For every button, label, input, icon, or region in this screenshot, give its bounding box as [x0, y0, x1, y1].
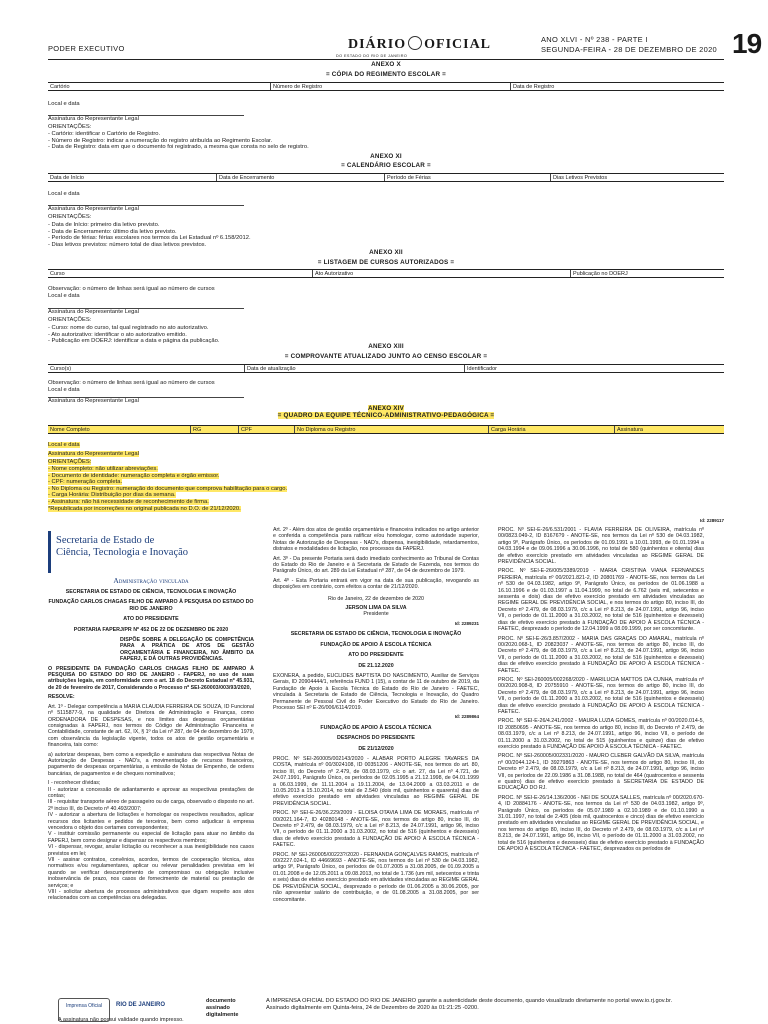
secretariat-name: Secretaria de Estado de Ciência, Tecnologia e Inovação [56, 535, 189, 558]
authenticity-notice: A IMPRENSA OFICIAL DO ESTADO DO RIO DE JANEIRO garante a autenticidade deste documento, quando visualizado diretamente no portal www.io.rj.gov.br. Assinado digitalmente em Quinta-feira, 24 de Dezembro de 2020 às 01:21:25 -0200. [266, 998, 673, 1012]
annex-xiii-obs: Observação: o número de linhas será igual ao número de cursos [48, 380, 215, 386]
annex-xiv-table: Nome Completo RG CPF No Diploma ou Registro Carga Horária Assinatura [48, 425, 724, 434]
republish-note: *Republicada por incorreções no original publicada no D.O. de 21/12/2020. [48, 506, 241, 512]
annex-xiii-subtitle: = COMPROVANTE ATUALIZADO JUNTO AO CENSO ESCOLAR = [284, 353, 488, 360]
annex-xi-subtitle: = CALENDÁRIO ESCOLAR = [341, 162, 431, 169]
section-label: PODER EXECUTIVO [48, 44, 125, 53]
page-number: 19 [732, 28, 762, 59]
annex-xiii-table: Curso(s) Data de atualização Identificador [48, 364, 724, 373]
header-divider [48, 59, 724, 60]
annex-x-subtitle: = CÓPIA DO REGIMENTO ESCOLAR = [325, 71, 447, 78]
column-1: Secretaria de Estado de Ciência, Tecnologia e Inovação Administração vinculada SECRETARIA DE ESTADO DE CIÊNCIA, TECNOLOGIA E INOVAÇÃO FUNDAÇÃO CARLOS CHAGAS FILHO DE AMPARO À PESQUISA DO ESTADO DO RIO DE JANEIRO ATO DO PRESIDENTE PORTARIA FAPERJ/PR Nº 452 DE 22 DE DEZEMBRO DE 2020 DISPÕE SOBRE A DELEGAÇÃO DE COMPETÊNCIA PARA A PRÁTICA DE ATOS DE GESTÃO ORÇAMENTÁRIA E FINANCEIRA, NO ÂMBITO DA FAPERJ, E DÁ OUTRAS PROVIDÊNCIAS. O PRESIDENTE DA FUNDAÇÃO CARLOS CHAGAS FILHO DE AMPARO À PESQUISA DO ESTADO DO RIO DE JANEIRO - FAPERJ, no uso de suas atribuições legais, em conformidade com o art. 18 do Decreto Estadual nº 45.931, de 20 de fevereiro de 2017, Considerando o Processo nº SEI-260003/003/93/2020, RESOLVE: Art. 1º - Delegar competência a MARIA CLAUDIA FERREIRA DE SOUZA, ID Funcional nº 5115877-9, na qualidade de Diretora de Administração e Finanças, como ORDENADORA DE DESPESAS, e nos limites das despesas orçamentárias consignadas à FAPERJ, nos termos do Código de Administração Financeira e Contabilidade, constante de art. 62, IX, § 1º da Lei nº 287, de 04 de dezembro de 1979, com observância da legislação vigente, todos os atos de gestão orçamentária e financeira, tais como: a) autorizar despesas, bem como a expedição e assinatura das respectivas Notas de Autorização de Despesas - NAD's, a movimentação de recursos financeiros, pagamento de despesas orçamentárias, a emissão de Notas de Empenho, de ordens bancárias, de pagamentos e de cheques nominativos; I - reconhecer dívidas; II - autorizar a concessão de adiantamento e aprovar as respectivas prestações de contas; III - requisitar transporte aéreo de passageiro ou de carga, observado o disposto no art. 2º inciso III, do Decreto nº 40.493/2007; IV - autorizar a abertura de licitações e homologar os respectivos resultados, aplicar recursos dos licitantes e pedidos de terceiros, bem como adjudicar à empresa vencedora o objeto dos certames correspondentes; V - instituir comissão permanente ou especial de licitação para atuar no âmbito da FAPERJ, bem como designar e dispensar os respectivos membros; VI - dispensar, revogar, anular licitação ou reconhecer a sua inexigibilidade nos casos previstos em lei; VII - assinar contratos, convênios, acordos, termos de cooperação técnica, atos normativos e/ou regulamentares, aplicar ou relevar penalidades previstas em lei quando se verificar descumprimento de compromisso ou obrigação inclusive inobservância de prazo, nos casos de fornecimento de material ou prestação de serviços; e VIII - solicitar abertura de processos administrativos que digam respeito aos atos relacionados com as competências ora delegadas. [48, 527, 254, 905]
annex-x-sign: Assinatura do Representante Legal [48, 116, 139, 122]
logo-subtitle: DO ESTADO DO RIO DE JANEIRO [336, 54, 408, 58]
annex-xi-notes: - Data de Início: primeiro dia letivo previsto. - Data de Encerramento: último dia letivo previsto. - Período de férias: férias escolares nos termos da Lei Estadual nº 6.158/2012. - Dias letivos previstos: número total de dias letivos previstos. [48, 222, 251, 248]
banner-bar [48, 531, 51, 573]
article-columns [48, 527, 724, 995]
annex-xi-sign: Assinatura do Representante Legal [48, 206, 139, 212]
annex-x-title: ANEXO X [371, 61, 401, 68]
government-logo: RIO DE JANEIRO [116, 1002, 166, 1008]
gazette-logo: DIÁRIO OFICIAL [348, 37, 492, 52]
annex-xii-subtitle: = LISTAGEM DE CURSOS AUTORIZADOS = [317, 259, 455, 266]
print-warning: A assinatura não possui validade quando impresso. [58, 1017, 184, 1023]
annex-xi-orient: ORIENTAÇÕES: [48, 214, 92, 220]
administration-label: Administração vinculada [48, 578, 254, 584]
secretariat-banner [48, 527, 254, 585]
annex-xii-local: Local e data [48, 293, 80, 299]
column-2: Art. 2º - Além dos atos de gestão orçamentária e financeira indicados no artigo anterior e conferida a competência para ratificar e/ou homologar, como autoridade superior, Notas de Autorização de Despesas - NAD's, dispensa, inexigibilidade, retardamentos, distratos e modalidades de licitação, nos processos da FAPERJ. Art. 3º - Da presente Portaria será dado imediato conhecimento ao Tribunal de Contas do Estado do Rio de Janeiro e à Secretaria de Estado de Fazenda, nos termos do Parágrafo Único, do art. 289 da Lei Estadual nº 287, de 04 de dezembro de 1979. Art. 4º - Esta Portaria entrará em vigor na data de sua publicação, revogando as disposições em contrário, com efeitos a contar de 21/12/2020. Rio de Janeiro, 22 de dezembro de 2020 JERSON LIMA DA SILVA Presidente Id: 2289231 SECRETARIA DE ESTADO DE CIÊNCIA, TECNOLOGIA E INOVAÇÃO FUNDAÇÃO DE APOIO À ESCOLA TÉCNICA ATO DO PRESIDENTE DE 21.12.2020 EXONERA, a pedido, EUCLIDES BAPTISTA DO NASCIMENTO, Auxiliar de Serviços Gerais, ID 20904444/1, referência FUND 1 (15), a contar de 11 de outubro de 2019, da Fundação de Apoio à Escola Técnica do Estado do Rio de Janeiro - FAETEC, vinculada à Secretaria de Estado de Ciência, Tecnologia e Inovação, do Quadro Permanente de Pessoal Civil do Poder Executivo do Estado do Rio de Janeiro. Processo SEI nº E-26/006/6114/2019. Id: 2289864 FUNDAÇÃO DE APOIO À ESCOLA TÉCNICA DESPACHOS DO PRESIDENTE DE 21/12/2020 PROC. Nº SEI-260005/002143/2020 - ALABAR PORTO ALEGRE TAVARES DA COSTA, matrícula nº 00/3024108, ID 00351206 - ANOTE-SE, nos termos do art. 80, inciso III, do Decreto nº 2.479, de 08.03.1979, c/c o art. 27, da Lei nº 4.721, de 24.07.1991, Parágrafo Único, os períodos de 02.05.1995 a 21.12.1998, de 04.01.1999 a 06.03.1999, de 11.11.2004 a 19.11.2004, de 13.04.2009 a 03.03.2011 e de 10.05.2013 a 15.10.2014, no total de 2.540 (dois mil, quinhentos e quarenta) dias de efetivo exercício prestado em atividades vinculadas ao REGIME GERAL DE PREVIDÊNCIA SOCIAL. PROC. Nº SEI-E-26/36.229/2009 - ELOISA OTAVIA LIMA DE MORAES, matrícula nº 00/2021.164-7, ID 40280148 - ANOTE-SE, nos termos do artigo 80, inciso III, do Decreto nº 2.479, de 08.03.1979, c/c a Lei nº 8.213, de 24.07.1991, artigo 96, inciso VII, o período de 01.11.2000 a 31.03.2002, no total de 516 (quinhentos e dezesseis) dias de efetivo exercício prestado à FUNDAÇÃO DE APOIO À ESCOLA TÉCNICA - FAETEC. PROC. Nº SEI-260005/00223?/2020 - FERNANDA GONÇALVES RAMOS, matrícula nº 00/2227.024-1, ID 44669693 - ANOTE-SE, nos termos do Lei nº 530 de 04.03.1982, artigo 9º, Parágrafo Único, os períodos de 01.07.2005 a 31.08.2005, de 01.09.2005 a 01.01.2008 e de 12.05.2011 a 09.08.2013, no total de 1.736 (um mil, setecentos e trinta e seis) dias de efetivo exercício prestado em atividades vinculadas ao REGIME GERAL DE PREVIDÊNCIA SOCIAL, desprezado o período de 01.06.2005 a 30.06.2005, por não apresentar salário de contribuição, e de 01.08.2005 a 31.08.2005, por ser concomitante. [273, 527, 479, 903]
annex-x-orient: ORIENTAÇÕES: [48, 124, 92, 130]
annex-xiii-local: Local e data [48, 387, 80, 393]
coat-of-arms-icon [408, 36, 422, 50]
annex-x-table: Cartório Número de Registro Data de Registro [48, 82, 724, 91]
annex-xiv-subtitle: = QUADRO DA EQUIPE TÉCNICO-ADMINISTRATIVO-PEDAGÓGICA = [277, 412, 495, 419]
annex-xiv-local: Local e data [48, 442, 80, 448]
annex-xiv-orient: ORIENTAÇÕES: [48, 459, 92, 465]
annex-xii-sign: Assinatura do Representante Legal [48, 309, 139, 315]
date-label: SEGUNDA-FEIRA - 28 DE DEZEMBRO DE 2020 [541, 45, 718, 54]
annex-xiv-title: ANEXO XIV [367, 405, 405, 412]
gazette-header [48, 26, 762, 60]
annex-xiii-sign: Assinatura do Representante Legal [48, 398, 139, 404]
annex-xiv-sign-block: Assinatura do Representante Legal [48, 451, 139, 457]
portaria-summary: DISPÕE SOBRE A DELEGAÇÃO DE COMPETÊNCIA PARA A PRÁTICA DE ATOS DE GESTÃO ORÇAMENTÁRIA E FINANCEIRA, NO ÂMBITO DA FAPERJ, E DÁ OUTRAS PROVIDÊNCIAS. [120, 637, 254, 663]
issue-label: ANO XLVI - Nº 238 - PARTE I [541, 35, 648, 44]
annex-x-notes: - Cartório: identificar o Cartório de Registro. - Número de Registro: indicar a numeração do registro atribuída ao Regimento Escolar. - Data de Registro: data em que o documento foi registrado, a mesma que consta no selo de registro. [48, 131, 309, 151]
annex-xii-obs: Observação: o número de linhas será igual ao número de cursos [48, 286, 215, 292]
annex-xii-title: ANEXO XII [369, 249, 403, 256]
annex-xi-title: ANEXO XI [370, 153, 402, 160]
annex-xi-local: Local e data [48, 191, 80, 197]
annex-xiv-notes: - Nome completo: não utilizar abreviações. - Documento de identidade: numeração completa e órgão emissor. - CPF: numeração completa. - No Diploma ou Registro: numeração do documento que comprova habilitação para o cargo. - Carga Horária: Distribuição por dias da semana. - Assinatura: não há necessidade de reconhecimento de firma. [48, 466, 288, 505]
digital-signature-label: documento assinado digitalmente [206, 998, 239, 1018]
annex-xii-table: Curso Ato Autorizativo Publicação no DOERJ [48, 269, 724, 278]
annex-xiii-title: ANEXO XIII [368, 343, 404, 350]
column-3: PROC. Nº SEI-E-26/6.531/2001 - FLAVIA FERREIRA DE OLIVEIRA, matrícula nº 00/0823.049-2, ID 81676?9 - ANOTE-SE, nos termos da Lei nº 530 de 04.03.1982, artigo 9º, Parágrafo Único, os períodos de 01.09.1991 a 10.01.1993, de 01.01.1994 a 04.03.1994 e de 09.06.1996 a 30.06.1996, no total de 580 (quinhentos e oitenta) dias de efetivo exercício prestado em atividades vinculadas ao REGIME GERAL DE PREVIDÊNCIA SOCIAL. PROC. Nº SEI-E-26/005/3389/2019 - MARIA CRISTINA VIANA FERNANDES PEREIRA, matrícula nº 00/2021.821-2, ID 20801769 - ANOTE-SE, nos termos da Lei nº 530 de 04.03.1982, artigo 9º, Parágrafo Único, os períodos de 01.06.1988 a 16.10.1996 e de 01.03.1997 a 11.04.1999, no total de 6.762 (seis mil, setecentos e sessenta e dois) dias de efetivo exercício prestado em atividades vinculadas ao REGIME GERAL DE PREVIDÊNCIA SOCIAL, e nos termos do artigo 80, inciso III, do Decreto nº 2.479, de 08.03.1979, c/c a Lei nº 8.213, de 24.07.1991, artigo 96, inciso VII, o período de 01.11.2000 a 31.03.2002, no total de 516 (quinhentos e dezesseis) dias de efetivo exercício prestado à FUNDAÇÃO DE APOIO À ESCOLA TÉCNICA - FAETEC, desprezado o período de 12.04.1999 a 08.09.1999, por ser concomitante. PROC. Nº SEI-E-26/3.857/2002 - MARIA DAS GRAÇAS DO AMARAL, matrícula nº 00/2020.068-1, ID 20823037 - ANOTE-SE, nos termos do artigo 80, inciso III, do Decreto nº 2.479, de 08.03.1979, c/c a Lei nº 8.213, de 24.07.1991, artigo 96, inciso VII, o período de 01.11.2000 a 31.03.2002, no total de 516 (quinhentos e dezesseis) dias de efetivo exercício prestado à FUNDAÇÃO DE APOIO À ESCOLA TÉCNICA - FAETEC. PROC. Nº SEI-260005/002268/2020 - MARILUCIA MATTOS DA CUNHA, matrícula nº 00/2020.908-8, ID 20755910 - ANOTE-SE, nos termos do artigo 80, inciso III, do Decreto nº 2.479, de 08.03.1979, c/c a Lei nº 8.213, de 24.07.1991, artigo 96, inciso VII, o período de 01.11.2000 a 31.03.2002, no total de 516 (quinhentos e dezesseis) dias de efetivo exercício prestado à FUNDAÇÃO DE APOIO À ESCOLA TÉCNICA - FAETEC. PROC. Nº SEI-E-26/4.241/2002 - MAURA LUZIA GOMES, matrícula nº 00/2020.014-5, ID 20850695 - ANOTE-SE, nos termos do artigo 80, inciso III, do Decreto nº 2.479, de 08.03.1979, c/c a Lei nº 8.213, de 24.07.1991, artigo 96, inciso VII, o período de 01.11.2000 a 31.03.2002, no total de 515 (quinhentos e quinze) dias de efetivo exercício prestado à FUNDAÇÃO DE APOIO À ESCOLA TÉCNICA - FAETEC. PROC. Nº SEI-260005/002331/2020 - MAURO CLEBER GALVÃO DA SILVA, matrícula nº 00/2044.124-1, ID 39279863 - ANOTE-SE, nos termos do artigo 80, inciso III, do Decreto nº 2.479, de 08.03.1979, c/c a Lei nº 8.213, de 24.07.1991, artigo 96, inciso VII, os períodos de 22.09.1986 a 31.08.1988, no total de 464 (quatrocentos e sessenta e quatro) dias de efetivo exercício prestado à SECRETARIA DE ESTADO DE EDUCAÇÃO DO RJ. PROC. Nº SEI-E-26/14.136/2006 - NEI DE SOUZA SALLES, matrícula nº 00/2020.670-4, ID 20884176 - ANOTE-SE, nos termos da Lei nº 530 de 04.03.1982, artigo 9º, Parágrafo Único, os períodos de 05.07.1989 a 02.10.1989 e de 01.10.1990 a 31.01.1997, no total de 2.405 (dois mil, quatrocentos e cinco) dias de efetivo exercício prestado em atividades vinculadas ao REGIME GERAL DE PREVIDÊNCIA SOCIAL, e nos termos do artigo 80, inciso III, do Decreto nº 2.479, de 08.03.1979, c/c a Lei nº 8.213, de 24.07.1991, artigo 96, inciso VII, o período de 01.11.2000 a 31.03.2002, no total de 516 (quinhentos e dezesseis) dias de efetivo exercício prestado à FUNDAÇÃO DE APOIO À ESCOLA TÉCNICA - FAETEC, desprezados os períodos de [498, 527, 704, 853]
annex-x-local: Local e data [48, 101, 80, 107]
annex-xi-table: Data de Início Data de Encerramento Período de Férias Dias Letivos Previstos [48, 173, 724, 182]
imprensa-oficial-logo: Imprensa Oficial [58, 998, 110, 1022]
doc-id: Id: 2289117 [699, 518, 724, 523]
annex-xii-notes: - Curso: nome do curso, tal qual registrado no ato autorizativo. - Ato autorizativo: identificar o ato autorizativo emitido. - Publicação em DOERJ: identificar a data e página da publicação. [48, 325, 220, 345]
signer-name: JERSON LIMA DA SILVA [345, 605, 407, 612]
annex-xii-orient: ORIENTAÇÕES: [48, 317, 92, 323]
